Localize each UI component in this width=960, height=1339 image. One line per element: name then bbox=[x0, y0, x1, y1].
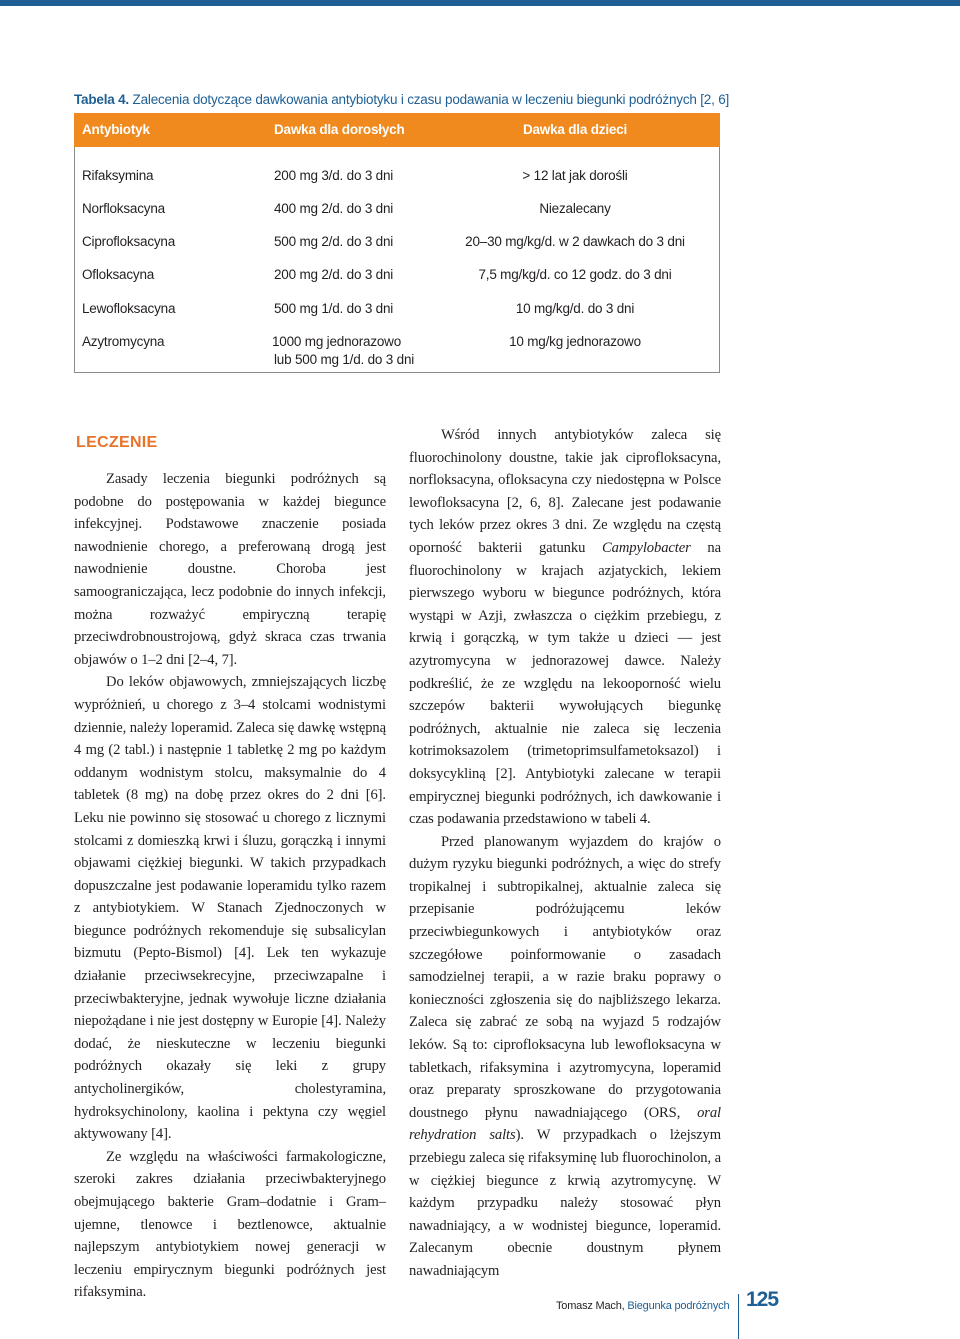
cell-drug: Ciprofloksacyna bbox=[82, 234, 176, 249]
cell-child-dose: 10 mg/kg jednorazowo bbox=[509, 334, 641, 349]
table-row bbox=[75, 232, 719, 252]
cell-adult-dose: 400 mg 2/d. do 3 dni bbox=[274, 201, 394, 216]
table-caption-text: Zalecenia dotyczące dawkowania antybiotyku i czasu podawania w leczeniu biegunki podróżnych [2, 6] bbox=[128, 92, 730, 107]
footer-article-title: Biegunka podróżnych bbox=[627, 1300, 730, 1312]
cell-adult-dose: 500 mg 1/d. do 3 dni bbox=[274, 301, 394, 316]
italic-term: oral rehydration salts bbox=[409, 1104, 721, 1144]
section-heading: LECZENIE bbox=[76, 434, 158, 451]
paragraph-text: ). W przypadkach o lżejszym przebiegu zaleca się rifaksyminę lub fluorochinolon, a w ciężkiej biegunce z krwią azytromycynę. W każdym przypadku należy stosować płyn nawadniający, a w wodnistej biegunce, loperamid. Zalecanym obecnie doustnym płynem nawadniającym bbox=[409, 1127, 721, 1279]
italic-term: Campylobacter bbox=[602, 539, 691, 556]
table-row bbox=[75, 332, 719, 372]
table-row bbox=[75, 299, 719, 319]
cell-drug: Azytromycyna bbox=[82, 334, 165, 349]
cell-child-dose: 20–30 mg/kg/d. w 2 dawkach do 3 dni bbox=[465, 234, 685, 249]
table-header-row bbox=[74, 113, 720, 147]
text-column-left bbox=[74, 468, 386, 1304]
paragraph bbox=[409, 424, 721, 831]
header-child-dose: Dawka dla dzieci bbox=[522, 122, 628, 137]
table-row bbox=[75, 199, 719, 219]
table-row bbox=[75, 166, 719, 186]
text-column-right bbox=[409, 424, 721, 1283]
paragraph: Zasady leczenia biegunki podróżnych są podobne do postępowania w każdej biegunce infekcyjnej. Podstawowe znaczenie posiada nawodnienie chorego, a preferowaną drogą jest nawodnienie doustne. Choroba jest samoograniczająca, lecz podobnie do innych infekcji, można rozważyć empiryczną terapię przeciwdrobnoustrojową, gdyż skraca czas trwania objawów o 1–2 dni [2–4, 7]. bbox=[74, 471, 386, 668]
cell-child-dose: 7,5 mg/kg/d. co 12 godz. do 3 dni bbox=[478, 267, 672, 282]
cell-adult-dose: 200 mg 3/d. do 3 dni bbox=[274, 168, 394, 183]
page-number: 125 bbox=[746, 1288, 779, 1311]
table-row bbox=[75, 265, 719, 285]
table-caption bbox=[74, 92, 730, 107]
paragraph-text: na fluorochinolony w krajach azjatyckich, lekiem pierwszego wyboru w biegunce podróżnych, która wystąpi w Azji, zwłaszcza o ciężkim przebiegu, z krwią i gorączką, w tym także u dzieci — jest azytromycyna w jednorazowej dawce. Należy podkreślić, że ze względu na lekooporność wielu szczepów bakterii wywołujących biegunkę podróżnych, aktualnie nie zaleca się leczenia kotrimoksazolem (trimetoprimsulfametoksazol) i doksycykliną [2]. Antybiotyki zalecane w terapii empirycznej biegunki podróżnych, ich dawkowanie i czas podawania przedstawiono w tabeli 4. bbox=[409, 539, 721, 828]
dosage-table bbox=[74, 113, 720, 373]
paragraph-text: Wśród innych antybiotyków zaleca się fluorochinolony doustne, takie jak ciprofloksacyna, norfloksacyna, ofloksacyna czy niedostępna w Polsce lewofloksacyna [2, 6, 8]. Zalecane jest podawanie tych leków przez okres 3 dni. Ze względu na częstą oporność bakterii gatunku bbox=[409, 427, 721, 556]
footer-author: Tomasz Mach, bbox=[556, 1300, 628, 1312]
cell-child-dose: > 12 lat jak dorośli bbox=[522, 168, 628, 183]
top-color-bar bbox=[0, 0, 960, 6]
cell-adult-dose-line2: lub 500 mg 1/d. do 3 dni bbox=[274, 352, 415, 367]
cell-child-dose: Niezalecany bbox=[539, 201, 611, 216]
cell-adult-dose: 200 mg 2/d. do 3 dni bbox=[274, 267, 394, 282]
paragraph: Ze względu na właściwości farmakologiczne, szeroki zakres działania przeciwbakteryjnego obejmującego bakterie Gram–dodatnie i Gram–ujemne, tlenowce i beztlenowce, aktualnie najlepszym antybiotykiem nowej generacji w leczeniu empirycznym biegunki podróżnych jest rifaksymina. bbox=[74, 1148, 386, 1301]
table-caption-label: Tabela 4. bbox=[74, 92, 129, 107]
cell-drug: Ofloksacyna bbox=[82, 267, 155, 282]
paragraph bbox=[409, 831, 721, 1283]
cell-drug: Rifaksymina bbox=[82, 168, 154, 183]
cell-adult-dose: 1000 mg jednorazowo bbox=[272, 334, 402, 349]
paragraph: Do leków objawowych, zmniejszających liczbę wypróżnień, u chorego z 3–4 stolcami wodnistymi dziennie, należy loperamid. Zaleca się dawkę wstępną 4 mg (2 tabl.) i następnie 1 tabletkę 2 mg po każdym oddanym wodnistym stolcu, maksymalnie do 4 tabletek (8 mg) na dobę przez okres do 2 dni [6]. Leku nie powinno się stosować u chorego z licznymi stolcami z domieszką krwi i śluzu, gorączką i innymi objawami ciężkiej biegunki. W takich przypadkach dopuszczalne jest podawanie loperamidu tylko razem z antybiotykiem. W Stanach Zjednoczonych w biegunce podróżnych rekomenduje się subsalicylan bizmutu (Pepto-Bismol) [4]. Lek ten wykazuje działanie przeciwsekrecyjne, przeciwzapalne i przeciwbakteryjne, jednak wywołuje liczne działania niepożądane i nie jest dostępny w Europie [4]. Należy dodać, że nieskuteczne w leczeniu biegunki podróżnych okazały się leki z grupy antycholinergików, cholestyramina, hydroksychinolony, kaolina i pektyna czy węgiel aktywowany [4]. bbox=[74, 674, 386, 1143]
header-antibiotic: Antybiotyk bbox=[82, 122, 150, 137]
cell-child-dose: 10 mg/kg/d. do 3 dni bbox=[515, 301, 635, 316]
cell-drug: Norfloksacyna bbox=[82, 201, 165, 216]
page-number-rule bbox=[738, 1294, 739, 1339]
header-adult-dose: Dawka dla dorosłych bbox=[274, 122, 405, 137]
running-footer bbox=[556, 1300, 730, 1312]
cell-drug: Lewofloksacyna bbox=[82, 301, 176, 316]
cell-adult-dose: 500 mg 2/d. do 3 dni bbox=[274, 234, 394, 249]
paragraph-text: Przed planowanym wyjazdem do krajów o dużym ryzyku biegunki podróżnych, a więc do strefy tropikalnej i subtropikalnej, aktualnie zaleca się przepisanie podróżującemu leków przeciwbiegunkowych i antybiotyków oraz szczegółowe poinformowanie o zasadach samodzielnej terapii, a w razie braku poprawy o konieczności zgłoszenia się do najbliższego lekarza. Zaleca się zabrać ze sobą na wyjazd 5 rodzajów leków. Są to: ciprofloksacyna lub lewofloksacyna w tabletkach, rifaksymina i azytromycyna, loperamid oraz preparaty sproszkowane do przygotowania doustnego płynu nawadniającego (ORS, bbox=[409, 833, 721, 1121]
